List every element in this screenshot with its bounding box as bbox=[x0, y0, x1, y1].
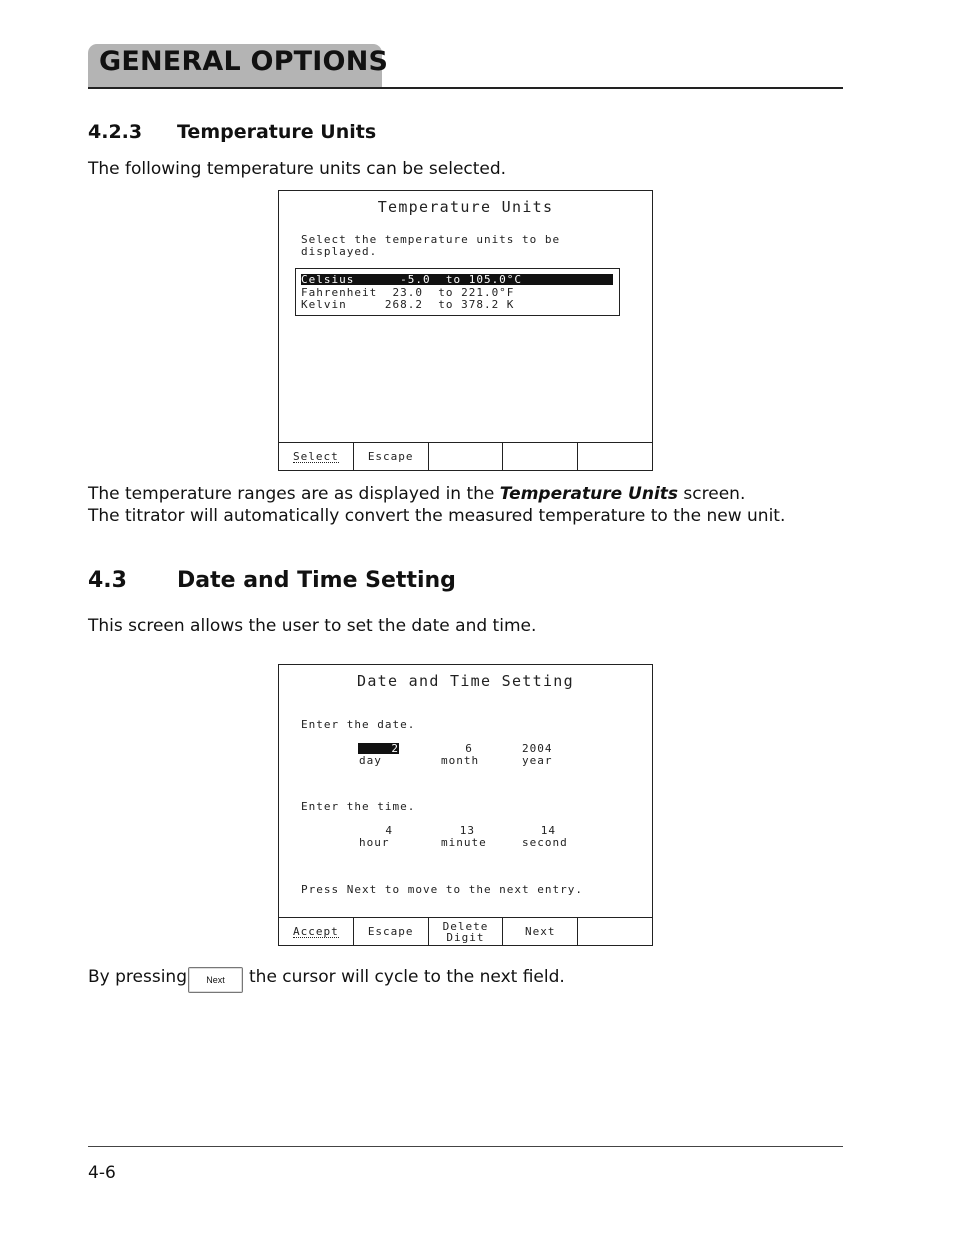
year-field[interactable]: 2004 bbox=[522, 742, 553, 755]
softkey-5[interactable] bbox=[578, 918, 652, 945]
softkey-5[interactable] bbox=[578, 443, 652, 470]
next-softkey[interactable]: Next bbox=[503, 918, 578, 945]
hour-field[interactable]: 4 bbox=[385, 824, 393, 837]
hour-label: hour bbox=[359, 836, 390, 849]
units-listbox[interactable] bbox=[295, 268, 620, 316]
year-label: year bbox=[522, 754, 553, 767]
day-field[interactable]: 2 bbox=[358, 743, 399, 754]
section-43-para-before: By pressing bbox=[88, 967, 187, 987]
softkey-4[interactable] bbox=[503, 443, 578, 470]
softkey-3[interactable] bbox=[429, 443, 504, 470]
escape-softkey[interactable]: Escape bbox=[354, 918, 429, 945]
minute-field[interactable]: 13 bbox=[459, 824, 475, 837]
section-423-para1: The temperature ranges are as displayed in the Temperature Units screen. bbox=[88, 484, 746, 504]
next-key-button: Next bbox=[188, 967, 243, 993]
section-number-43: 4.3 bbox=[88, 568, 127, 593]
screen-title: Temperature Units bbox=[377, 198, 554, 216]
section-title-423: Temperature Units bbox=[177, 121, 377, 143]
accept-softkey[interactable]: Accept bbox=[279, 918, 354, 945]
date-time-screen bbox=[278, 664, 653, 946]
section-title-43: Date and Time Setting bbox=[177, 568, 456, 593]
temperature-units-screen bbox=[278, 190, 653, 471]
section-423-intro: The following temperature units can be selected. bbox=[88, 159, 507, 179]
second-label: second bbox=[522, 836, 568, 849]
screen-hint: Press Next to move to the next entry. bbox=[301, 883, 584, 896]
select-softkey[interactable]: Select bbox=[279, 443, 354, 470]
day-label: day bbox=[359, 754, 382, 767]
month-label: month bbox=[441, 754, 480, 767]
screen-prompt-line1: Select the temperature units to be bbox=[301, 233, 561, 246]
screen-prompt-line2: displayed. bbox=[301, 245, 378, 258]
month-field[interactable]: 6 bbox=[465, 742, 473, 755]
section-43-intro: This screen allows the user to set the date and time. bbox=[88, 616, 537, 636]
footer-rule bbox=[88, 1146, 843, 1147]
unit-option-kelvin[interactable]: Kelvin 268.2 to 378.2 K bbox=[301, 298, 515, 311]
section-number-423: 4.2.3 bbox=[88, 121, 143, 143]
softkey-bar bbox=[279, 442, 652, 470]
unit-option-fahrenheit[interactable]: Fahrenheit 23.0 to 221.0°F bbox=[301, 286, 515, 299]
page-title: GENERAL OPTIONS bbox=[99, 46, 389, 77]
header-rule bbox=[88, 87, 843, 89]
minute-label: minute bbox=[441, 836, 487, 849]
time-prompt: Enter the time. bbox=[301, 800, 416, 813]
delete-digit-softkey[interactable]: Delete Digit bbox=[429, 918, 504, 945]
escape-softkey[interactable]: Escape bbox=[354, 443, 429, 470]
softkey-bar bbox=[279, 917, 652, 945]
screen-title: Date and Time Setting bbox=[357, 672, 574, 690]
section-43-para-after: the cursor will cycle to the next field. bbox=[249, 967, 565, 987]
section-423-para2: The titrator will automatically convert the measured temperature to the new unit. bbox=[88, 506, 786, 526]
second-field[interactable]: 14 bbox=[540, 824, 556, 837]
unit-option-celsius[interactable]: Celsius -5.0 to 105.0°C bbox=[301, 274, 613, 285]
page-number: 4-6 bbox=[88, 1163, 116, 1183]
date-prompt: Enter the date. bbox=[301, 718, 416, 731]
